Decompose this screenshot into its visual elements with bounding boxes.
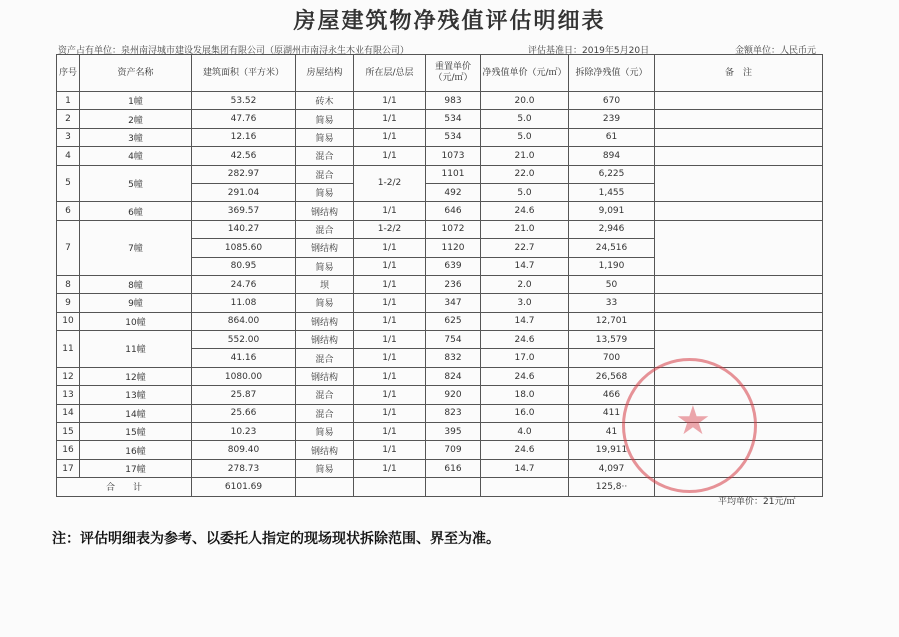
building-area: 47.76 (192, 110, 296, 128)
residual-price: 24.6 (481, 367, 569, 385)
document-title: 房屋建筑物净残值评估明细表 (293, 8, 606, 34)
residual-value: 13,579 (569, 331, 655, 349)
residual-value: 239 (569, 110, 655, 128)
header-cell: 备 注 (655, 55, 823, 92)
table-row (57, 275, 823, 293)
row-number: 13 (57, 386, 80, 404)
empty-cell (354, 478, 426, 496)
total-value: 125,8·· (569, 478, 655, 496)
reset-price: 832 (426, 349, 481, 367)
header-cell: 建筑面积（平方米） (192, 55, 296, 92)
floor: 1/1 (354, 459, 426, 477)
building-area: 369.57 (192, 202, 296, 220)
floor: 1/1 (354, 423, 426, 441)
building-area: 1080.00 (192, 367, 296, 385)
building-area: 10.23 (192, 423, 296, 441)
asset-name: 9幢 (80, 294, 192, 312)
asset-name: 10幢 (80, 312, 192, 330)
table-row (57, 220, 823, 238)
remark (655, 312, 823, 330)
floor: 1/1 (354, 257, 426, 275)
reset-price: 823 (426, 404, 481, 422)
structure: 钢结构 (296, 331, 354, 349)
residual-value: 700 (569, 349, 655, 367)
asset-name: 16幢 (80, 441, 192, 459)
residual-price: 18.0 (481, 386, 569, 404)
row-number: 8 (57, 275, 80, 293)
table-header-row (57, 55, 823, 92)
reset-price: 534 (426, 128, 481, 146)
asset-name: 2幢 (80, 110, 192, 128)
floor: 1/1 (354, 441, 426, 459)
row-number: 4 (57, 147, 80, 165)
reset-price: 395 (426, 423, 481, 441)
reset-price: 709 (426, 441, 481, 459)
residual-price: 14.7 (481, 312, 569, 330)
building-area: 864.00 (192, 312, 296, 330)
structure: 钢结构 (296, 239, 354, 257)
residual-value: 2,946 (569, 220, 655, 238)
residual-price: 4.0 (481, 423, 569, 441)
building-area: 809.40 (192, 441, 296, 459)
asset-name: 17幢 (80, 459, 192, 477)
building-area: 12.16 (192, 128, 296, 146)
residual-value: 24,516 (569, 239, 655, 257)
empty-cell (426, 478, 481, 496)
remark (655, 165, 823, 202)
currency-unit: 金额单位：人民币元 (735, 46, 817, 56)
header-cell: 重置单价（元/㎡） (426, 55, 481, 92)
table-row (57, 110, 823, 128)
remark (655, 220, 823, 275)
floor: 1/1 (354, 349, 426, 367)
building-area: 11.08 (192, 294, 296, 312)
row-number: 16 (57, 441, 80, 459)
floor: 1/1 (354, 110, 426, 128)
residual-price: 14.7 (481, 459, 569, 477)
residual-value: 61 (569, 128, 655, 146)
table-row (57, 147, 823, 165)
remark (655, 147, 823, 165)
row-number: 15 (57, 423, 80, 441)
empty-cell (481, 478, 569, 496)
reset-price: 236 (426, 275, 481, 293)
residual-price: 2.0 (481, 275, 569, 293)
reset-price: 646 (426, 202, 481, 220)
residual-price: 17.0 (481, 349, 569, 367)
residual-price: 24.6 (481, 331, 569, 349)
floor: 1/1 (354, 128, 426, 146)
building-area: 25.87 (192, 386, 296, 404)
residual-price: 3.0 (481, 294, 569, 312)
asset-name: 15幢 (80, 423, 192, 441)
structure: 混合 (296, 404, 354, 422)
residual-value: 26,568 (569, 367, 655, 385)
residual-price: 24.6 (481, 441, 569, 459)
residual-price: 22.0 (481, 165, 569, 183)
remark (655, 202, 823, 220)
table-row (57, 202, 823, 220)
row-number: 6 (57, 202, 80, 220)
residual-value: 4,097 (569, 459, 655, 477)
floor: 1/1 (354, 239, 426, 257)
residual-value: 50 (569, 275, 655, 293)
floor: 1/1 (354, 331, 426, 349)
asset-name: 3幢 (80, 128, 192, 146)
residual-value: 1,455 (569, 183, 655, 201)
row-number: 10 (57, 312, 80, 330)
row-number: 1 (57, 92, 80, 110)
building-area: 1085.60 (192, 239, 296, 257)
floor: 1/1 (354, 275, 426, 293)
official-seal (622, 358, 757, 493)
total-area: 6101.69 (192, 478, 296, 496)
reset-price: 1072 (426, 220, 481, 238)
row-number: 3 (57, 128, 80, 146)
row-number: 17 (57, 459, 80, 477)
structure: 混合 (296, 165, 354, 183)
floor: 1-2/2 (354, 165, 426, 202)
header-cell: 资产名称 (80, 55, 192, 92)
floor: 1/1 (354, 147, 426, 165)
structure: 混合 (296, 147, 354, 165)
building-area: 25.66 (192, 404, 296, 422)
residual-value: 466 (569, 386, 655, 404)
empty-cell (296, 478, 354, 496)
residual-price: 20.0 (481, 92, 569, 110)
floor: 1/1 (354, 367, 426, 385)
reset-price: 754 (426, 331, 481, 349)
remark (655, 92, 823, 110)
reset-price: 639 (426, 257, 481, 275)
residual-value: 670 (569, 92, 655, 110)
remark (655, 110, 823, 128)
reset-price: 616 (426, 459, 481, 477)
reset-price: 492 (426, 183, 481, 201)
floor: 1/1 (354, 294, 426, 312)
residual-price: 5.0 (481, 183, 569, 201)
header-cell: 拆除净残值（元） (569, 55, 655, 92)
asset-name: 5幢 (80, 165, 192, 202)
row-number: 7 (57, 220, 80, 275)
building-area: 140.27 (192, 220, 296, 238)
building-area: 24.76 (192, 275, 296, 293)
floor: 1/1 (354, 202, 426, 220)
asset-name: 6幢 (80, 202, 192, 220)
residual-value: 9,091 (569, 202, 655, 220)
average-unit-price: 平均单价：21元/㎡ (718, 497, 796, 507)
building-area: 552.00 (192, 331, 296, 349)
structure: 简易 (296, 459, 354, 477)
reset-price: 824 (426, 367, 481, 385)
reset-price: 534 (426, 110, 481, 128)
table-row (57, 92, 823, 110)
structure: 简易 (296, 257, 354, 275)
floor: 1/1 (354, 404, 426, 422)
structure: 钢结构 (296, 441, 354, 459)
residual-price: 16.0 (481, 404, 569, 422)
asset-name: 13幢 (80, 386, 192, 404)
structure: 钢结构 (296, 312, 354, 330)
structure: 钢结构 (296, 202, 354, 220)
residual-price: 24.6 (481, 202, 569, 220)
asset-name: 14幢 (80, 404, 192, 422)
reset-price: 347 (426, 294, 481, 312)
structure: 混合 (296, 220, 354, 238)
residual-price: 21.0 (481, 147, 569, 165)
structure: 简易 (296, 128, 354, 146)
row-number: 12 (57, 367, 80, 385)
structure: 混合 (296, 349, 354, 367)
seal-star-icon: ★ (675, 398, 711, 444)
asset-name: 4幢 (80, 147, 192, 165)
building-area: 42.56 (192, 147, 296, 165)
structure: 简易 (296, 183, 354, 201)
residual-value: 6,225 (569, 165, 655, 183)
building-area: 41.16 (192, 349, 296, 367)
residual-value: 894 (569, 147, 655, 165)
row-number: 11 (57, 331, 80, 368)
residual-price: 21.0 (481, 220, 569, 238)
floor: 1-2/2 (354, 220, 426, 238)
table-row (57, 312, 823, 330)
header-cell: 所在层/总层 (354, 55, 426, 92)
remark (655, 128, 823, 146)
structure: 简易 (296, 294, 354, 312)
asset-name: 7幢 (80, 220, 192, 275)
residual-price: 14.7 (481, 257, 569, 275)
reset-price: 920 (426, 386, 481, 404)
building-area: 282.97 (192, 165, 296, 183)
residual-price: 5.0 (481, 110, 569, 128)
residual-value: 12,701 (569, 312, 655, 330)
residual-value: 41 (569, 423, 655, 441)
floor: 1/1 (354, 312, 426, 330)
reset-price: 1073 (426, 147, 481, 165)
header-cell: 净残值单价（元/㎡） (481, 55, 569, 92)
building-area: 53.52 (192, 92, 296, 110)
asset-name: 1幢 (80, 92, 192, 110)
building-area: 80.95 (192, 257, 296, 275)
reset-price: 983 (426, 92, 481, 110)
residual-value: 19,911 (569, 441, 655, 459)
table-row (57, 165, 823, 183)
floor: 1/1 (354, 92, 426, 110)
row-number: 2 (57, 110, 80, 128)
residual-price: 5.0 (481, 128, 569, 146)
total-label: 合 计 (57, 478, 192, 496)
reset-price: 1120 (426, 239, 481, 257)
residual-value: 33 (569, 294, 655, 312)
asset-name: 11幢 (80, 331, 192, 368)
remark (655, 275, 823, 293)
base-date: 评估基准日：2019年5月20日 (528, 46, 650, 56)
reset-price: 1101 (426, 165, 481, 183)
row-number: 9 (57, 294, 80, 312)
structure: 钢结构 (296, 367, 354, 385)
table-row (57, 128, 823, 146)
table-row (57, 294, 823, 312)
row-number: 5 (57, 165, 80, 202)
header-cell: 序号 (57, 55, 80, 92)
structure: 简易 (296, 423, 354, 441)
asset-name: 12幢 (80, 367, 192, 385)
building-area: 291.04 (192, 183, 296, 201)
floor: 1/1 (354, 386, 426, 404)
owner-unit: 资产占有单位：泉州南浔城市建设发展集团有限公司（原湖州市南浔永生木业有限公司） (58, 46, 410, 56)
row-number: 14 (57, 404, 80, 422)
structure: 砖木 (296, 92, 354, 110)
header-cell: 房屋结构 (296, 55, 354, 92)
structure: 简易 (296, 110, 354, 128)
footer-note: 注：评估明细表为参考、以委托人指定的现场现状拆除范围、界至为准。 (52, 531, 500, 547)
table-row (57, 331, 823, 349)
structure: 坝 (296, 275, 354, 293)
remark (655, 294, 823, 312)
structure: 混合 (296, 386, 354, 404)
reset-price: 625 (426, 312, 481, 330)
asset-name: 8幢 (80, 275, 192, 293)
residual-price: 22.7 (481, 239, 569, 257)
residual-value: 1,190 (569, 257, 655, 275)
residual-value: 411 (569, 404, 655, 422)
building-area: 278.73 (192, 459, 296, 477)
